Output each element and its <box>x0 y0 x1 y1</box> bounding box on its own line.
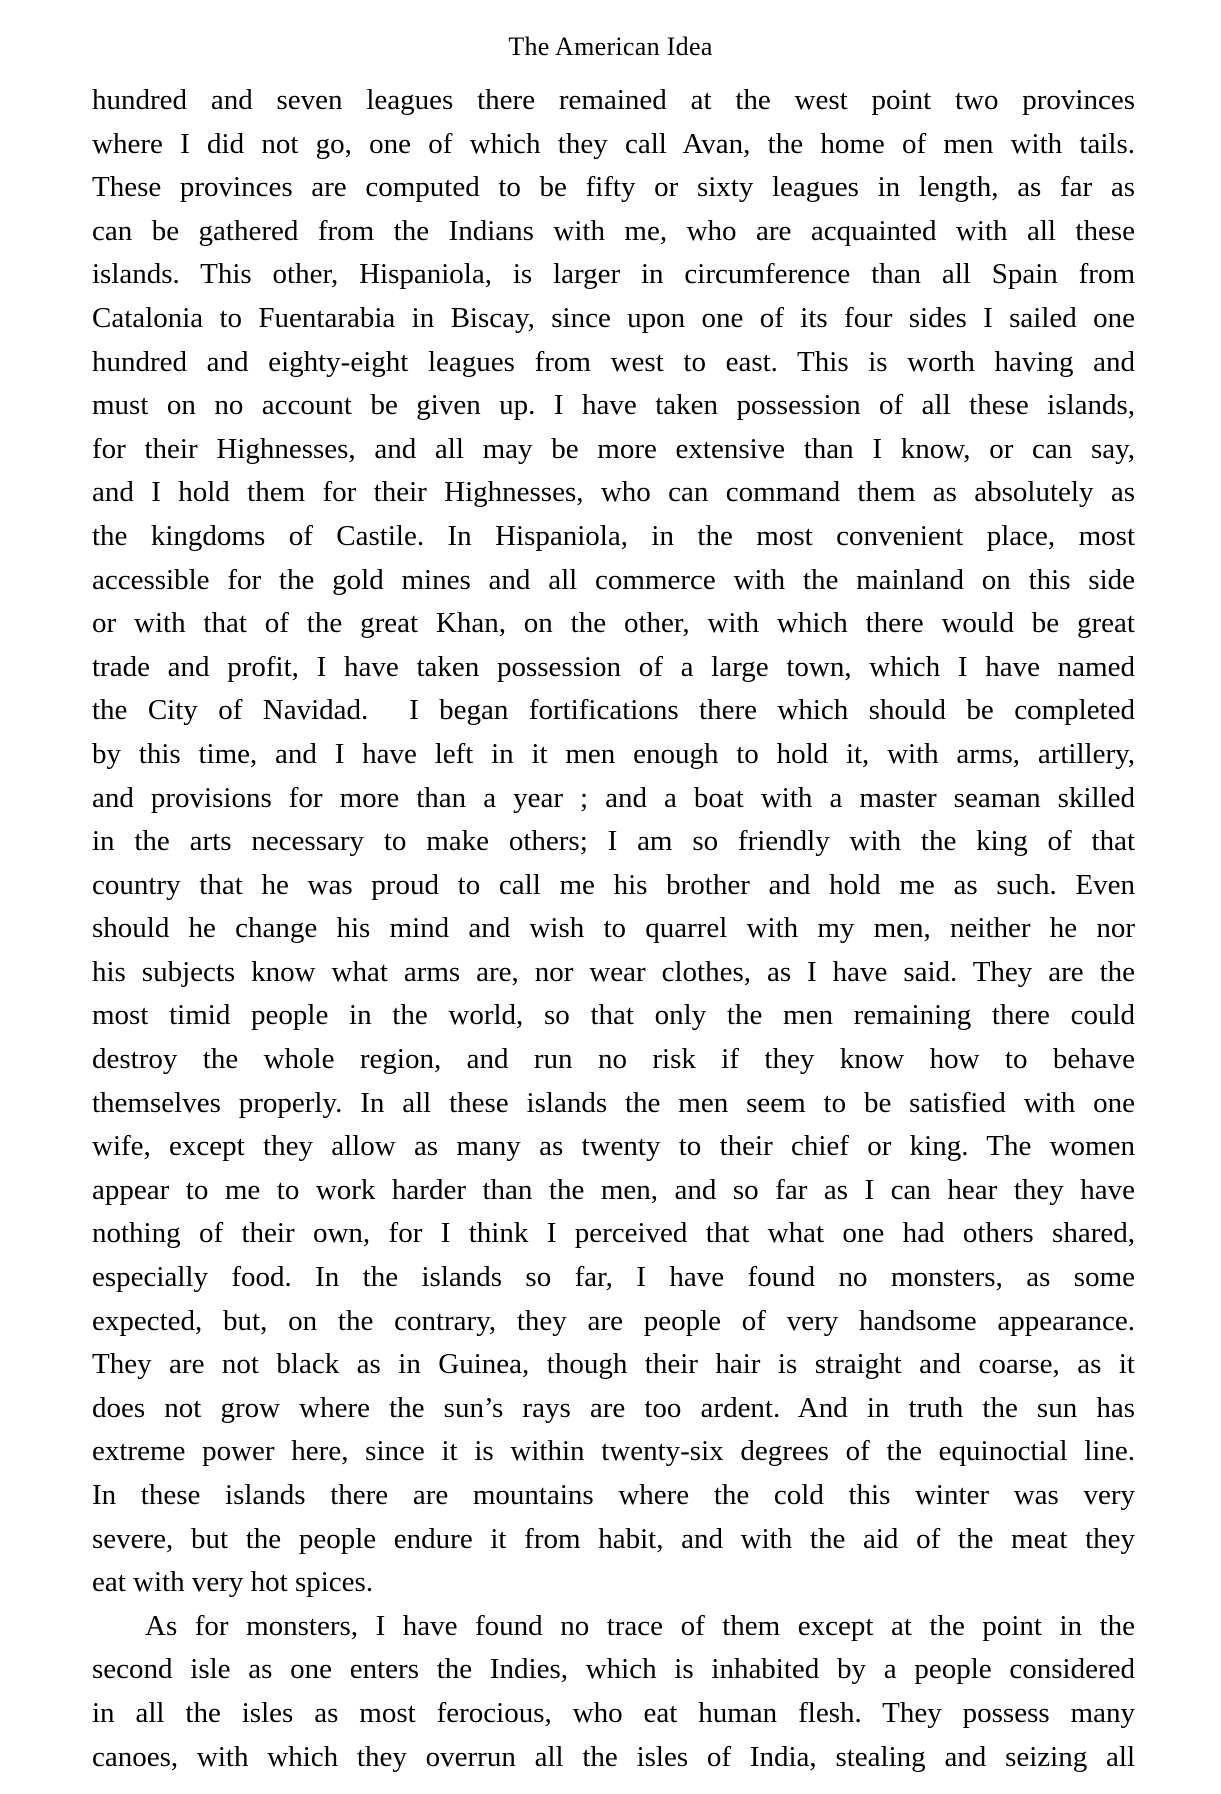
text-line: extreme power here, since it is within twenty-six degrees of the equinoctial line. <box>92 1435 1135 1468</box>
text-line: can be gathered from the Indians with me, who are acquainted with all these <box>92 214 1135 247</box>
text-line: the kingdoms of Castile. In Hispaniola, in the most convenient place, most <box>92 519 1135 552</box>
text-line: In these islands there are mountains where the cold this winter was very <box>92 1479 1135 1511</box>
text-line: his subjects know what arms are, nor wear clothes, as I have said. They are the <box>92 955 1135 988</box>
text-line: expected, but, on the contrary, they are people of very handsome appearance. <box>92 1304 1135 1337</box>
text-line: by this time, and I have left in it men enough to hold it, with arms, artillery, <box>92 737 1135 770</box>
text-line: accessible for the gold mines and all commerce with the mainland on this side <box>92 563 1135 596</box>
text-line: hundred and eighty-eight leagues from west to east. This is worth having and <box>92 345 1135 378</box>
page-body <box>92 79 1135 1779</box>
text-line: As for monsters, I have found no trace of them except at the point in the <box>145 1609 1135 1642</box>
text-line: severe, but the people endure it from habit, and with the aid of the meat they <box>92 1522 1135 1555</box>
text-line: especially food. In the islands so far, I have found no monsters, as some <box>92 1261 1135 1294</box>
text-line: should he change his mind and wish to quarrel with my men, neither he nor <box>92 912 1135 945</box>
text-line: appear to me to work harder than the men, and so far as I can hear they have <box>92 1173 1135 1206</box>
text-line: hundred and seven leagues there remained at the west point two provinces <box>92 84 1135 116</box>
text-line: or with that of the great Khan, on the other, with which there would be great <box>92 607 1135 640</box>
text-line: country that he was proud to call me his brother and hold me as such. Even <box>92 868 1135 901</box>
text-line: These provinces are computed to be fifty or sixty leagues in length, as far as <box>92 171 1135 204</box>
running-head: The American Idea <box>508 32 713 61</box>
paragraph-2 <box>92 1605 1135 1779</box>
text-line: and I hold them for their Highnesses, who can command them as absolutely as <box>92 476 1135 509</box>
text-line: Catalonia to Fuentarabia in Biscay, since upon one of its four sides I sailed one <box>92 301 1135 334</box>
text-line: the City of Navidad. I began fortifications there which should be completed <box>92 694 1135 727</box>
text-line: trade and profit, I have taken possession of a large town, which I have named <box>92 650 1135 683</box>
text-line: and provisions for more than a year ; and a boat with a master seaman skilled <box>92 781 1135 814</box>
text-line: in all the isles as most ferocious, who eat human flesh. They possess many <box>92 1696 1135 1729</box>
text-line: islands. This other, Hispaniola, is larger in circumference than all Spain from <box>92 258 1135 291</box>
text-line: does not grow where the sun’s rays are too ardent. And in truth the sun has <box>92 1391 1135 1424</box>
text-line: where I did not go, one of which they call Avan, the home of men with tails. <box>92 127 1135 160</box>
text-line: wife, except they allow as many as twenty to their chief or king. The women <box>92 1130 1135 1163</box>
text-line: in the arts necessary to make others; I am so friendly with the king of that <box>92 825 1135 858</box>
paragraph-1 <box>92 79 1135 1605</box>
text-line: second isle as one enters the Indies, which is inhabited by a people considered <box>92 1653 1135 1686</box>
text-line: destroy the whole region, and run no risk if they know how to behave <box>92 1043 1135 1076</box>
text-line: must on no account be given up. I have taken possession of all these islands, <box>92 389 1135 422</box>
text-line: nothing of their own, for I think I perceived that what one had others shared, <box>92 1217 1135 1250</box>
text-line: for their Highnesses, and all may be more extensive than I know, or can say, <box>92 432 1135 465</box>
text-line: canoes, with which they overrun all the isles of India, stealing and seizing all <box>92 1740 1135 1773</box>
text-line: They are not black as in Guinea, though their hair is straight and coarse, as it <box>92 1348 1135 1381</box>
text-line: themselves properly. In all these islands the men seem to be satisfied with one <box>92 1086 1135 1119</box>
text-line: most timid people in the world, so that only the men remaining there could <box>92 999 1135 1032</box>
text-line: eat with very hot spices. <box>92 1566 374 1599</box>
